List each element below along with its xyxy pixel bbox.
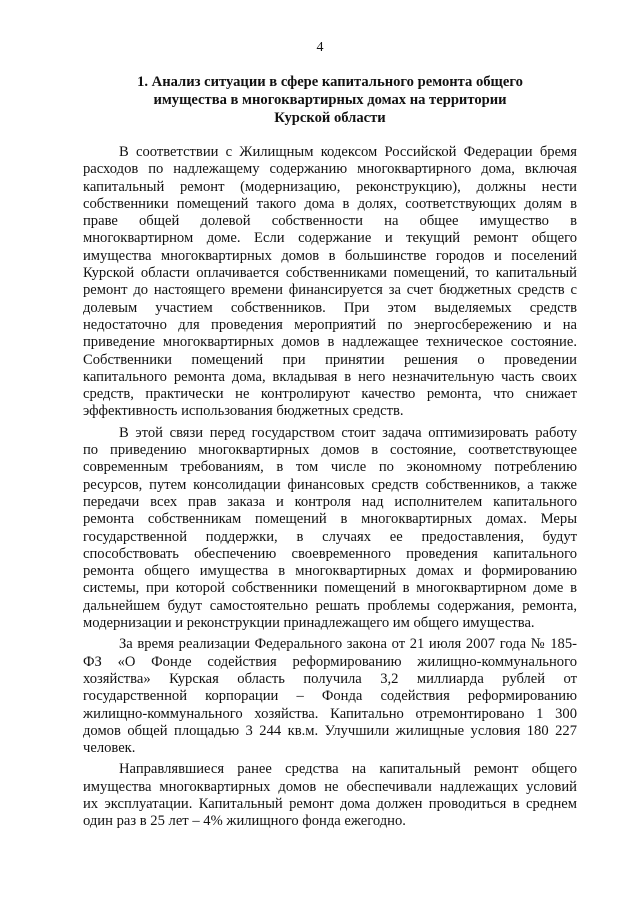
heading-line: Курской области [274, 110, 386, 126]
text-line: В соответствии с Жилищным кодексом Российской Федерации бремя [119, 144, 577, 160]
text-line: современным требованиям, в том числе по экономному потреблению [83, 459, 577, 476]
text-line: их эксплуатации. Капитальный ремонт дома должен проводиться в среднем [83, 795, 577, 812]
text-line: собственники помещений такого дома в долях, соответствующих долям в [83, 195, 577, 212]
text-line: дальнейшем будут самостоятельно решать проблемы содержания, ремонта, [83, 597, 577, 614]
text-line: жилищно-коммунального хозяйства. Капитально отремонтировано 1 300 [83, 705, 577, 722]
text-line: способствовать обеспечению своевременного проведения капитального [83, 545, 577, 562]
text-line: домов общей площадью 3 244 кв.м. Улучшили жилищные условия 180 227 [83, 722, 577, 739]
text-line: Направлявшиеся ранее средства на капитальный ремонт общего [119, 761, 577, 778]
paragraph [83, 144, 577, 421]
text-line: расходов по надлежащему содержанию многоквартирного дома, включая [83, 161, 577, 178]
section-heading [110, 73, 550, 127]
text-line: хозяйства» Курская область получила 3,2 миллиарда рублей от [83, 670, 577, 687]
text-line: ресурсов, путем консолидации финансовых средств собственников, а также [83, 476, 577, 493]
text-line: недостаточно для проведения мероприятий по энергосбережению и на [83, 316, 577, 333]
text-line: средств, практически не контролируют качество ремонта, что снижает [83, 386, 577, 403]
text-line: имущества многоквартирных домов в большинстве городов и поселений [83, 247, 577, 264]
text-line: ремонта собственникам помещений в многоквартирных домах. Меры [83, 511, 577, 528]
text-line: человек. [83, 740, 136, 757]
text-line: Курской области оплачивается собственниками помещений, то капитальный [83, 265, 577, 282]
text-line: государственной поддержки, в случаях ее предоставления, будут [83, 528, 577, 545]
paragraph [83, 425, 577, 633]
text-line: государственной корпорации – Фонда содействия реформированию [83, 688, 577, 705]
text-line: системы, при которой собственники помещений в многоквартирном доме в [83, 580, 577, 597]
text-line: ФЗ «О Фонде содействия реформированию жилищно-коммунального [83, 653, 577, 670]
paragraph [83, 636, 577, 757]
text-line: долевым участием собственников. При этом выделяемых средств [83, 299, 577, 316]
text-line: имущества многоквартирных домов не обеспечивали надлежащих условий [83, 778, 577, 795]
text-line: За время реализации Федерального закона от 21 июля 2007 года № 185- [119, 636, 577, 653]
page-number: 4 [316, 40, 324, 55]
text-line: ремонт до настоящего времени финансируется за счет бюджетных средств с [83, 282, 577, 299]
text-line: один раз в 25 лет – 4% жилищного фонда ежегодно. [83, 813, 406, 830]
text-line: Собственники помещений при принятии решения о проведении [83, 351, 577, 368]
text-line: модернизации и реконструкции принадлежащего им общего имущества. [83, 615, 535, 632]
text-line: по приведению многоквартирных домов в состояние, соответствующее [83, 442, 577, 459]
text-line: В этой связи перед государством стоит задача оптимизировать работу [119, 424, 577, 441]
text-line: приведение многоквартирных домов в надлежащее техническое состояние. [83, 334, 577, 351]
text-line: капитальный ремонт (модернизацию, реконструкцию), должны нести [83, 178, 577, 195]
heading-line: 1. Анализ ситуации в сфере капитального ремонта общего [137, 74, 523, 90]
text-line: многоквартирном доме. Если содержание и текущий ремонт общего [83, 230, 577, 247]
text-line: ремонта общего имущества в многоквартирных домах и формированию [83, 563, 577, 580]
document-body [83, 144, 577, 835]
text-line: эффективность использования бюджетных средств. [83, 403, 404, 420]
text-line: передачи всех прав заказа и контроля над исполнителем капитального [83, 493, 577, 510]
heading-line: имущества в многоквартирных домах на территории [153, 92, 507, 108]
text-line: праве общей долевой собственности на общее имущество в [83, 213, 577, 230]
paragraph [83, 761, 577, 830]
text-line: капитального ремонта дома, вкладывая в него незначительную часть своих [83, 368, 577, 385]
